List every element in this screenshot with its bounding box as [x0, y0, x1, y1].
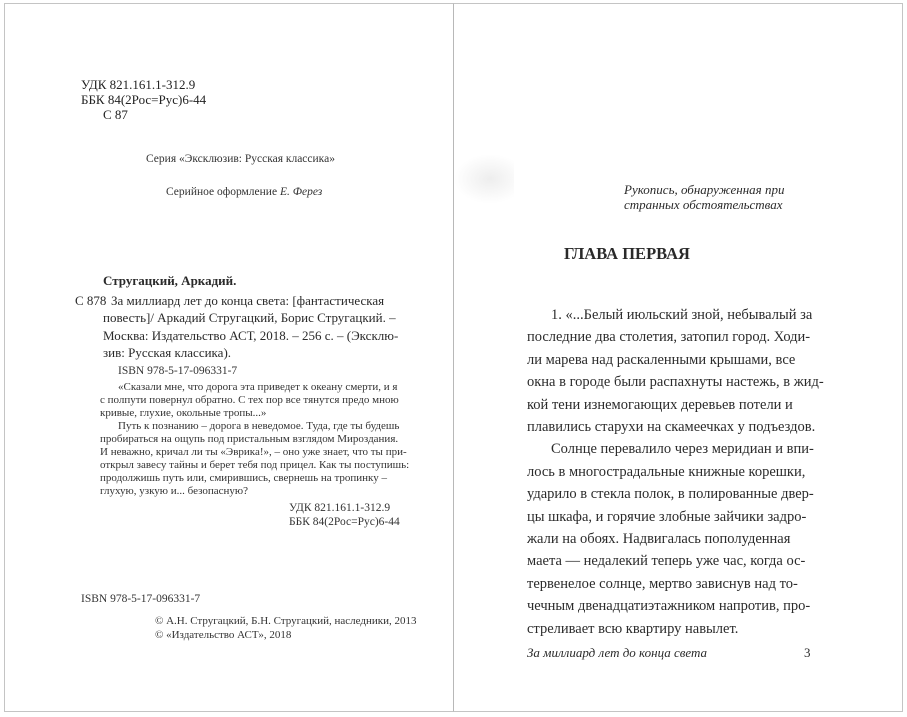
bib-line: повесть]/ Аркадий Стругацкий, Борис Стругацкий. –: [103, 310, 396, 326]
isbn-inline: ISBN 978-5-17-096331-7: [118, 365, 238, 377]
body-line: последние два столетия, затопил город. Ходи-: [527, 329, 811, 346]
epigraph-line: странных обстоятельствах: [624, 197, 783, 212]
design-label: Серийное оформление: [166, 186, 278, 198]
author-mark: С 87: [103, 107, 128, 122]
body-line: стреливает всю квартиру навылет.: [527, 620, 739, 637]
body-line: чечным двенадцатиэтажником напротив, про-: [527, 598, 811, 615]
body-line: маета — недалекий теперь уже час, когда ос-: [527, 553, 806, 570]
bib-line: За миллиард лет до конца света: [фантастическая: [111, 293, 385, 308]
scan-smudge: [454, 154, 514, 204]
bbk-code: ББК 84(2Рос=Рус)6-44: [81, 92, 207, 107]
annotation-line: Путь к познанию – дорога в неведомое. Туда, где ты будешь: [118, 420, 400, 432]
bibliographic-record: [103, 292, 401, 362]
running-footer: За миллиард лет до конца света: [527, 645, 708, 660]
chapter-title: ГЛАВА ПЕРВАЯ: [564, 244, 690, 263]
author-heading: Стругацкий, Аркадий.: [103, 273, 237, 288]
footer-bbk: ББК 84(2Рос=Рус)6-44: [289, 516, 400, 528]
page-number: 3: [804, 645, 811, 660]
bib-line: Москва: Издательство АСТ, 2018. – 256 с. – (Эксклю-: [103, 327, 399, 343]
design-name: Е. Ферез: [279, 186, 323, 198]
copyright-line: © А.Н. Стругацкий, Б.Н. Стругацкий, наследники, 2013: [155, 615, 417, 627]
epigraph-line: Рукопись, обнаруженная при: [624, 182, 785, 197]
body-line: ли марева над раскаленными крышами, все: [527, 351, 796, 368]
annotation: [100, 381, 410, 498]
epigraph: [624, 182, 784, 212]
series-line: Серия «Эксклюзив: Русская классика»: [146, 153, 335, 165]
body-line: цы шкафа, и горячие злобные зайчики задро-: [527, 508, 807, 525]
body-line: плавились старухи на скамеечках у подъездов.: [527, 419, 816, 436]
body-line: лось в многострадальные книжные корешки,: [527, 463, 806, 480]
annotation-line: открыл завесу тайны и берет тебя под прицел. Как ты поступишь:: [100, 459, 410, 471]
annotation-line: с полпути повернул обратно. С тех пор все тянутся предо мною: [100, 394, 399, 406]
annotation-line: И неважно, кричал ли ты «Эврика!», – оно уже знает, что ты при-: [100, 446, 407, 458]
annotation-line: пробираться на ощупь под пристальным взглядом Мироздания.: [100, 433, 399, 445]
body-line: кой тени изнемогающих деревьев потели и: [527, 396, 793, 413]
annotation-line: кривые, глухие, окольные тропы...»: [100, 407, 267, 419]
chapter-body: [527, 304, 827, 640]
body-line: ударило в стекла полок, в полированные двер-: [527, 486, 814, 503]
footer-udk: УДК 821.161.1-312.9: [289, 502, 391, 514]
right-page: [453, 3, 903, 712]
body-line: 1. «...Белый июльский зной, небывалый за: [551, 307, 813, 323]
bib-line: зив: Русская классика).: [103, 345, 232, 361]
annotation-line: продолжишь путь или, смирившись, свернешь на тропинку –: [100, 472, 387, 484]
annotation-line: «Сказали мне, что дорога эта приведет к океану смерти, и я: [118, 381, 398, 393]
body-line: жали на обоях. Надвигалась пополуденная: [527, 531, 791, 548]
annotation-line: глухую, узкую и... безопасную?: [100, 485, 249, 497]
udk-code: УДК 821.161.1-312.9: [81, 77, 196, 92]
catalog-code: С 878: [75, 293, 107, 308]
body-line: Солнце перевалило через меридиан и впи-: [551, 441, 814, 458]
design-credit: [166, 186, 322, 199]
copyright-line: © «Издательство АСТ», 2018: [155, 629, 292, 641]
left-page: [4, 3, 454, 712]
body-line: тервенелое солнце, мертво зависнув над то-: [527, 575, 798, 592]
body-line: окна в городе были распахнуты настежь, в жид-: [527, 374, 824, 391]
isbn-bottom: ISBN 978-5-17-096331-7: [81, 593, 201, 605]
